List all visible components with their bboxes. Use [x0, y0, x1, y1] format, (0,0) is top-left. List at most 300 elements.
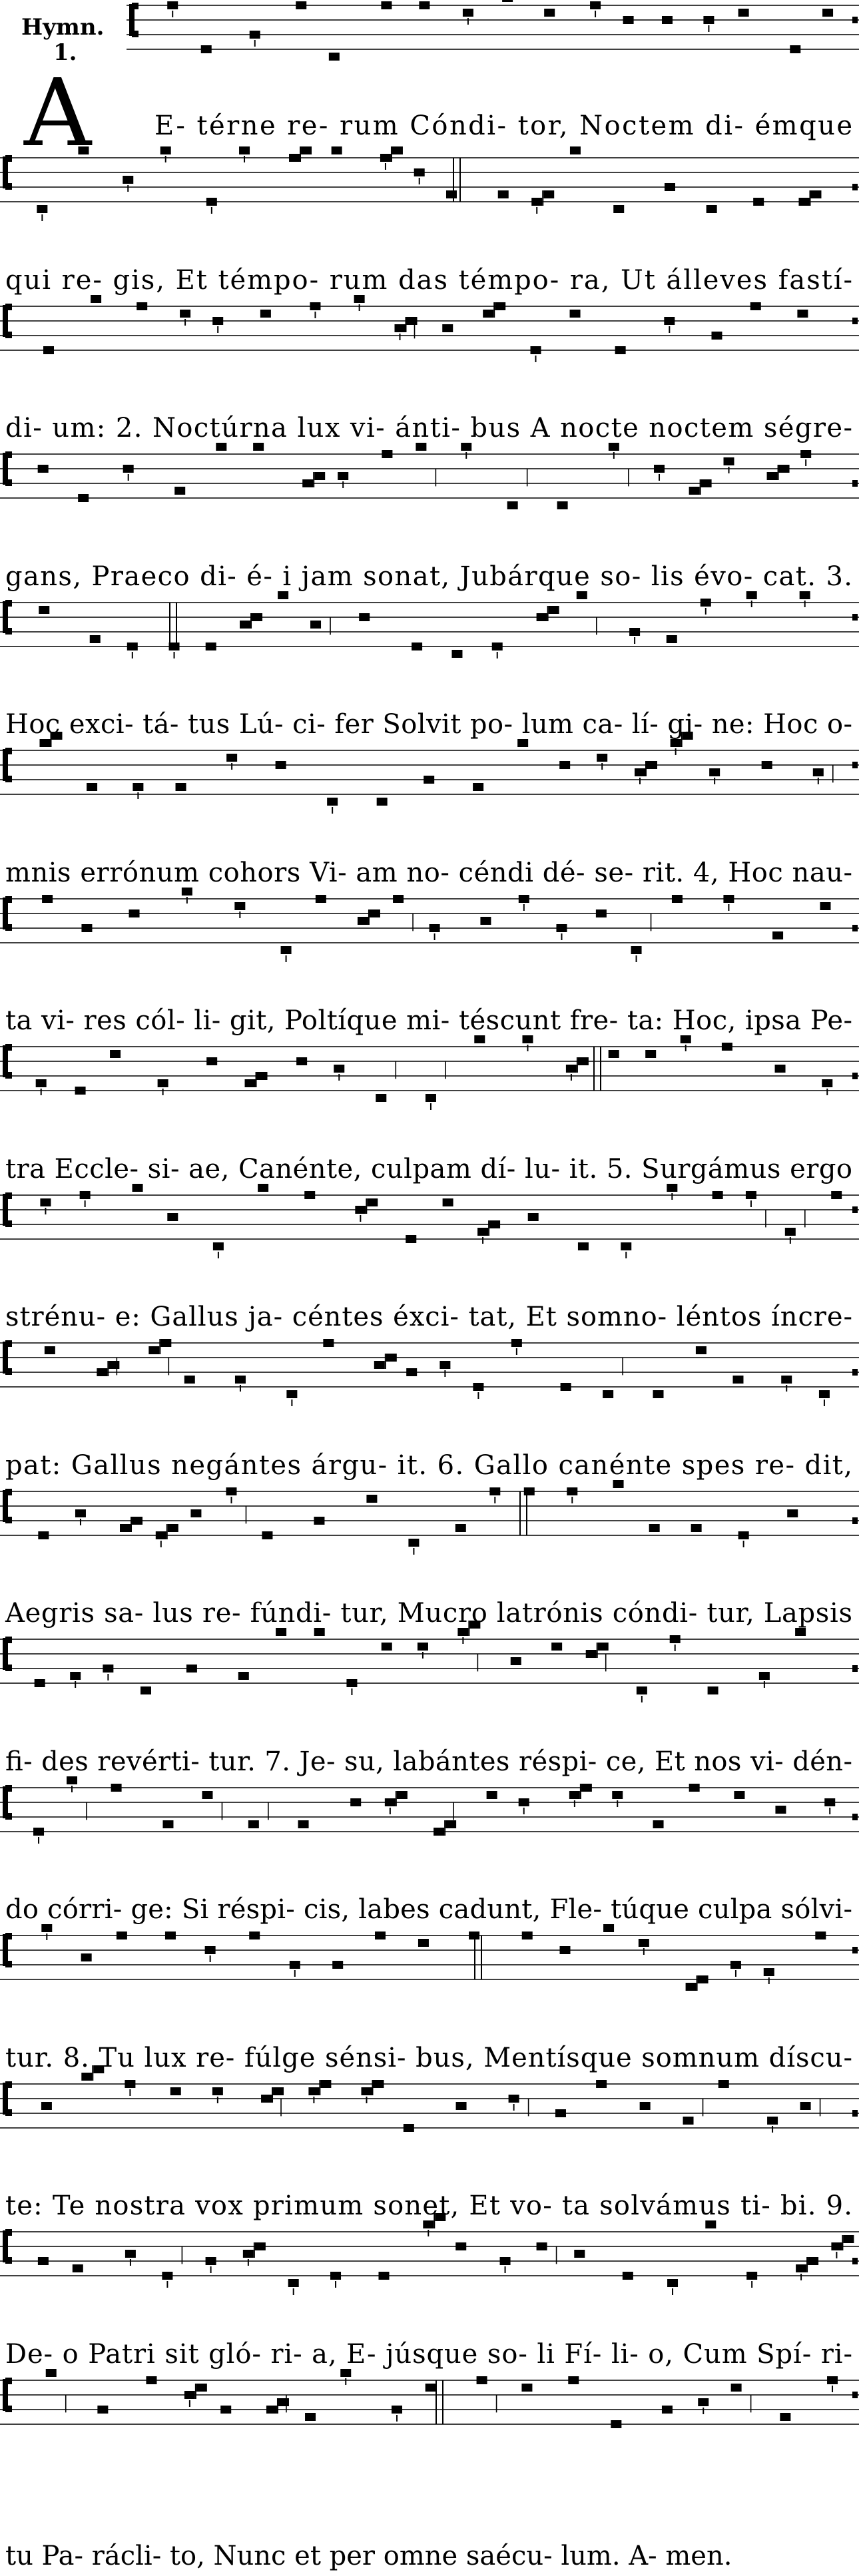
neume-icon [382, 450, 392, 458]
neume-icon [635, 768, 645, 776]
neume-icon [206, 198, 217, 206]
neume-icon [338, 472, 348, 480]
lyric-line: fi- des revérti- tur. 7. Je- su, labántes réspi- ce, Et nos vi- dén- [5, 1746, 852, 1777]
neume-icon [477, 2376, 487, 2384]
neume-icon [461, 443, 471, 451]
neume-icon [578, 1242, 589, 1250]
neume-icon [800, 591, 810, 599]
neume-icon [767, 472, 778, 480]
neume-icon [127, 643, 138, 650]
neume-icon [184, 2391, 195, 2399]
neume-icon [722, 1043, 732, 1051]
neume-icon [671, 739, 681, 747]
lyric-line: De- o Patri sit gló- ri- a, E- júsque so- li Fí- li- o, Cum Spí- ri- [5, 2339, 852, 2370]
neume-icon [361, 2087, 372, 2095]
lyric-line: Hoc exci- tá- tus Lú- ci- fer Solvit po- lum ca- lí- gi- ne: Hoc o- [5, 709, 852, 740]
custos-icon [852, 762, 858, 768]
neume-icon [750, 302, 761, 310]
neume-icon [414, 168, 425, 176]
neume-icon [123, 465, 134, 473]
neume-icon [557, 501, 568, 509]
neume-icon [711, 332, 722, 340]
neume-icon [522, 1932, 533, 1939]
neume-icon [780, 2413, 790, 2421]
neume-icon [416, 443, 426, 451]
neume-icon [568, 2376, 579, 2384]
staff [0, 1924, 859, 1991]
neume-icon [38, 2257, 49, 2265]
neume-icon [724, 457, 734, 465]
neume-icon [359, 613, 370, 621]
neume-icon [249, 1932, 260, 1939]
neume-icon [354, 295, 365, 303]
lyric-line: do córri- ge: Si réspi- cis, labes cadunt, Fle- túque culpa sólvi- [5, 1894, 852, 1925]
neume-icon [457, 1628, 468, 1636]
neume-icon [110, 1050, 121, 1058]
neume-icon [824, 1798, 835, 1806]
c-clef-icon [5, 1368, 12, 1375]
neume-icon [524, 1487, 535, 1495]
staff [0, 1621, 859, 1702]
neume-icon [723, 895, 734, 903]
neume-icon [621, 1242, 631, 1250]
c-clef-icon [5, 1044, 12, 1051]
c-clef-icon [5, 1961, 12, 1967]
neume-icon [160, 1339, 171, 1347]
neume-icon [455, 2242, 466, 2250]
neume-icon [239, 146, 250, 154]
lyric-line: Aegris sa- lus re- fúndi- tur, Mucro latrónis cóndi- tur, Lapsis [5, 1598, 852, 1629]
neume-icon [38, 465, 49, 473]
neume-icon [310, 302, 320, 310]
custos-icon [852, 1814, 858, 1820]
neume-icon [355, 1206, 366, 1214]
custos-icon [852, 925, 858, 931]
neume-icon [35, 1679, 45, 1687]
neume-icon [598, 1643, 609, 1651]
neume-icon [43, 346, 54, 354]
neume-icon [404, 2124, 414, 2132]
lyric-line: mnis errónum cohors Vi- am no- céndi dé- se- rit. 4, Hoc nau- [5, 858, 852, 888]
neume-icon [201, 45, 212, 53]
neume-icon [556, 924, 567, 932]
neume-icon [206, 1057, 217, 1065]
neume-icon [544, 9, 555, 17]
c-clef-icon [5, 1785, 12, 1792]
neume-icon [639, 1939, 649, 1947]
neume-icon [170, 2087, 181, 2095]
neume-icon [746, 2272, 757, 2280]
neume-icon [775, 1065, 786, 1073]
neume-icon [662, 2406, 673, 2414]
neume-icon [78, 494, 89, 502]
neume-icon [42, 895, 53, 903]
staff [0, 1184, 859, 1258]
neume-icon [596, 2080, 607, 2088]
neume-icon [827, 2376, 838, 2384]
neume-icon [474, 1035, 485, 1043]
neume-icon [779, 465, 790, 473]
custos-icon [852, 614, 858, 621]
custos-icon [852, 318, 858, 324]
neume-icon [245, 1079, 256, 1087]
neume-icon [220, 2406, 231, 2414]
lyric-line: te: Te nostra vox primum sonet, Et vo- ta solvámus ti- bi. 9. [5, 2190, 852, 2221]
neume-icon [800, 450, 811, 458]
lyric-line: pat: Gallus negántes árgu- it. 6. Gallo canénte spes re- dit, [5, 1450, 852, 1481]
neume-icon [509, 2095, 519, 2103]
neume-icon [683, 2117, 694, 2125]
neume-icon [732, 1376, 743, 1384]
neume-icon [406, 1235, 416, 1243]
lyric-line: tur. 8. Tu lux re- fúlge sénsi- bus, Mentísque somnum díscu- [5, 2043, 852, 2073]
neume-icon [637, 1686, 647, 1694]
neume-icon [667, 2279, 678, 2287]
c-clef-icon [5, 2257, 12, 2264]
neume-icon [262, 1531, 272, 1539]
custos-icon [852, 184, 858, 190]
neume-icon [366, 1495, 377, 1503]
neume-icon [141, 1686, 151, 1694]
staff [0, 888, 859, 962]
neume-icon [566, 1065, 577, 1073]
neume-icon [759, 1672, 770, 1680]
neume-icon [507, 501, 518, 509]
neume-icon [487, 1791, 497, 1799]
neume-icon [323, 1339, 334, 1347]
neume-icon [489, 1220, 500, 1228]
neume-icon [261, 2095, 272, 2103]
neume-icon [117, 1932, 127, 1939]
neume-icon [281, 946, 292, 954]
lyric-line: tu Pa- rácli- to, Nunc et per omne saécu- lum. A- men. [5, 2541, 732, 2571]
neume-icon [423, 2220, 433, 2228]
neume-icon [180, 310, 190, 318]
neume-icon [781, 1376, 792, 1384]
staff [0, 1035, 859, 1110]
neume-icon [698, 1975, 709, 1983]
staff [0, 2065, 859, 2133]
c-clef-icon [5, 924, 12, 931]
neume-icon [603, 1390, 613, 1398]
neume-icon [664, 317, 675, 325]
neume-icon [797, 310, 808, 318]
neume-icon [480, 917, 491, 925]
neume-icon [290, 1961, 300, 1969]
neume-icon [764, 1968, 774, 1976]
custos-icon [852, 1517, 858, 1524]
custos-icon [852, 1665, 858, 1672]
neume-icon [746, 591, 757, 599]
neume-icon [412, 643, 422, 650]
c-clef-icon [5, 479, 12, 486]
neume-icon [426, 2384, 436, 2392]
neume-icon [522, 1035, 533, 1043]
neume-icon [560, 1946, 571, 1954]
neume-icon [483, 310, 493, 318]
staff [0, 1776, 859, 1844]
staff [0, 1480, 859, 1555]
neume-icon [746, 1191, 756, 1199]
neume-icon [395, 324, 406, 332]
neume-icon [67, 1776, 77, 1784]
neume-icon [253, 443, 264, 451]
neume-icon [511, 1657, 521, 1665]
neume-icon [813, 768, 824, 776]
neume-icon [713, 1191, 723, 1199]
neume-icon [574, 2250, 585, 2258]
neume-icon [787, 1509, 798, 1517]
staff [0, 732, 859, 814]
neume-icon [590, 1, 601, 9]
neume-icon [549, 606, 559, 614]
neume-icon [123, 176, 133, 184]
neume-icon [498, 190, 509, 198]
neume-icon [304, 1191, 315, 1199]
neume-icon [815, 1932, 826, 1939]
c-clef-icon [5, 332, 12, 338]
neume-icon [667, 635, 677, 643]
neume-icon [314, 1628, 325, 1636]
c-clef-icon [5, 2081, 12, 2088]
neume-icon [559, 761, 570, 769]
neume-icon [103, 1665, 113, 1673]
neume-icon [623, 2272, 633, 2280]
neume-icon [39, 739, 50, 747]
neume-icon [408, 1539, 419, 1547]
neume-icon [196, 2384, 207, 2392]
staff [0, 295, 859, 362]
neume-icon [374, 1361, 385, 1369]
custos-icon [852, 1947, 858, 1953]
staff [0, 1339, 859, 1406]
neume-icon [278, 591, 288, 599]
neume-icon [647, 761, 657, 769]
neume-icon [296, 1057, 307, 1065]
neume-icon [555, 2109, 566, 2117]
neume-icon [707, 205, 717, 213]
neume-icon [528, 1213, 539, 1221]
neume-icon [418, 1643, 428, 1651]
neume-icon [451, 650, 462, 658]
neume-icon [517, 739, 528, 747]
custos-icon [852, 2258, 858, 2264]
neume-icon [37, 205, 47, 213]
neume-icon [39, 606, 49, 614]
neume-icon [701, 599, 711, 607]
neume-icon [698, 2398, 709, 2406]
neume-icon [477, 1228, 488, 1236]
c-clef-icon [5, 451, 12, 458]
neume-icon [382, 1643, 392, 1651]
neume-icon [378, 2272, 389, 2280]
lyric-line: di- um: 2. Noctúrna lux vi- ánti- bus A nocte noctem ségre- [5, 413, 852, 443]
neume-icon [212, 2087, 223, 2095]
staff [0, 591, 859, 658]
neume-icon [240, 621, 250, 629]
neume-icon [158, 1079, 168, 1087]
neume-icon [785, 1228, 796, 1236]
c-clef-icon [5, 1220, 12, 1227]
neume-icon [709, 768, 720, 776]
neume-icon [250, 31, 260, 39]
c-clef-icon [5, 1192, 12, 1199]
neume-icon [392, 146, 403, 154]
c-clef-icon [5, 155, 12, 162]
neume-icon [561, 1383, 571, 1391]
staff [0, 2369, 859, 2428]
neume-icon [80, 1191, 91, 1199]
neume-icon [819, 1390, 830, 1398]
neume-icon [302, 479, 313, 487]
neume-icon [731, 2384, 742, 2392]
neume-icon [681, 1035, 691, 1043]
neume-icon [288, 2279, 299, 2287]
neume-icon [519, 1798, 529, 1806]
neume-icon [738, 1531, 749, 1539]
neume-icon [772, 931, 783, 939]
c-clef-icon [132, 31, 139, 37]
neume-icon [511, 1339, 522, 1347]
neume-icon [148, 1346, 159, 1354]
neume-icon [730, 1961, 741, 1969]
neume-icon [186, 1665, 197, 1673]
neume-icon [463, 9, 473, 17]
neume-icon [831, 2242, 842, 2250]
neume-icon [705, 2220, 716, 2228]
neume-icon [537, 613, 547, 621]
neume-icon [258, 1184, 268, 1192]
neume-icon [75, 1087, 86, 1095]
neume-icon [442, 324, 453, 332]
neume-icon [424, 776, 434, 784]
c-clef-icon [5, 304, 12, 310]
neume-icon [456, 2102, 467, 2110]
neume-icon [537, 2242, 547, 2250]
neume-icon [132, 1517, 143, 1525]
neume-icon [654, 465, 665, 473]
lyric-line: E- térne re- rum Cóndi- tor, Noctem di- émque [154, 111, 852, 141]
neume-icon [380, 154, 391, 162]
neume-icon [613, 1480, 624, 1488]
neume-icon [41, 2102, 52, 2110]
neume-icon [36, 1079, 47, 1087]
c-clef-icon [5, 1813, 12, 1820]
neume-icon [310, 621, 321, 629]
neume-icon [73, 2264, 83, 2272]
neume-icon [843, 2235, 854, 2243]
neume-icon [686, 1983, 697, 1991]
neume-icon [381, 1, 392, 9]
neume-icon [213, 1242, 224, 1250]
neume-icon [376, 1094, 386, 1102]
neume-icon [492, 643, 503, 650]
neume-icon [133, 1184, 143, 1192]
neume-icon [320, 2080, 331, 2088]
c-clef-icon [5, 2109, 12, 2116]
neume-icon [577, 591, 587, 599]
c-clef-icon [5, 896, 12, 903]
neume-icon [662, 16, 673, 24]
neume-icon [340, 2369, 351, 2377]
neume-icon [190, 1509, 201, 1517]
neume-icon [609, 1050, 619, 1058]
neume-icon [226, 1487, 236, 1495]
neume-icon [790, 45, 800, 53]
neume-icon [125, 2250, 136, 2258]
neume-icon [286, 1390, 297, 1398]
c-clef-icon [5, 1072, 12, 1079]
neume-icon [133, 783, 143, 791]
custos-icon [852, 1073, 858, 1079]
c-clef-icon [5, 2378, 12, 2384]
hymn-number: 1. [53, 39, 77, 66]
neume-icon [543, 190, 554, 198]
neume-icon [446, 190, 457, 198]
neume-icon [581, 1784, 592, 1792]
custos-icon [852, 2392, 858, 2398]
lyric-line: tra Eccle- si- ae, Canénte, culpam dí- lu- it. 5. Surgámus ergo [5, 1154, 852, 1184]
neume-icon [206, 2257, 216, 2265]
neume-icon [91, 295, 101, 303]
neume-icon [97, 1368, 107, 1376]
neume-icon [603, 1924, 614, 1932]
neume-icon [182, 888, 192, 896]
neume-icon [205, 1946, 216, 1954]
neume-icon [645, 1050, 656, 1058]
neume-icon [473, 783, 483, 791]
neume-icon [167, 1, 178, 9]
neume-icon [385, 1798, 396, 1806]
neume-icon [489, 1487, 500, 1495]
neume-icon [176, 783, 186, 791]
neume-icon [609, 443, 619, 451]
neume-icon [775, 1806, 786, 1814]
neume-icon [629, 628, 640, 636]
neume-icon [346, 1679, 357, 1687]
neume-icon [255, 2242, 266, 2250]
neume-icon [332, 1961, 343, 1969]
neume-icon [800, 2102, 811, 2110]
neume-icon [419, 1, 430, 9]
neume-icon [672, 895, 683, 903]
neume-icon [314, 472, 325, 480]
neume-icon [90, 635, 101, 643]
neume-icon [243, 2250, 254, 2258]
staff [127, 0, 859, 61]
neume-icon [822, 9, 833, 17]
neume-icon [174, 487, 185, 495]
neume-icon [370, 909, 380, 917]
neume-icon [820, 902, 830, 910]
neume-icon [81, 1953, 92, 1961]
neume-icon [45, 1346, 55, 1354]
neume-icon [168, 1524, 178, 1532]
neume-icon [762, 761, 772, 769]
neume-icon [350, 1798, 361, 1806]
neume-icon [392, 2406, 402, 2414]
neume-icon [129, 909, 140, 917]
neume-icon [358, 917, 368, 925]
neume-icon [418, 1939, 429, 1947]
neume-icon [738, 9, 749, 17]
neume-icon [502, 0, 513, 2]
neume-icon [653, 1390, 664, 1398]
neume-icon [613, 205, 624, 213]
neume-icon [97, 2406, 108, 2414]
neume-icon [367, 1198, 378, 1206]
neume-icon [160, 146, 171, 154]
